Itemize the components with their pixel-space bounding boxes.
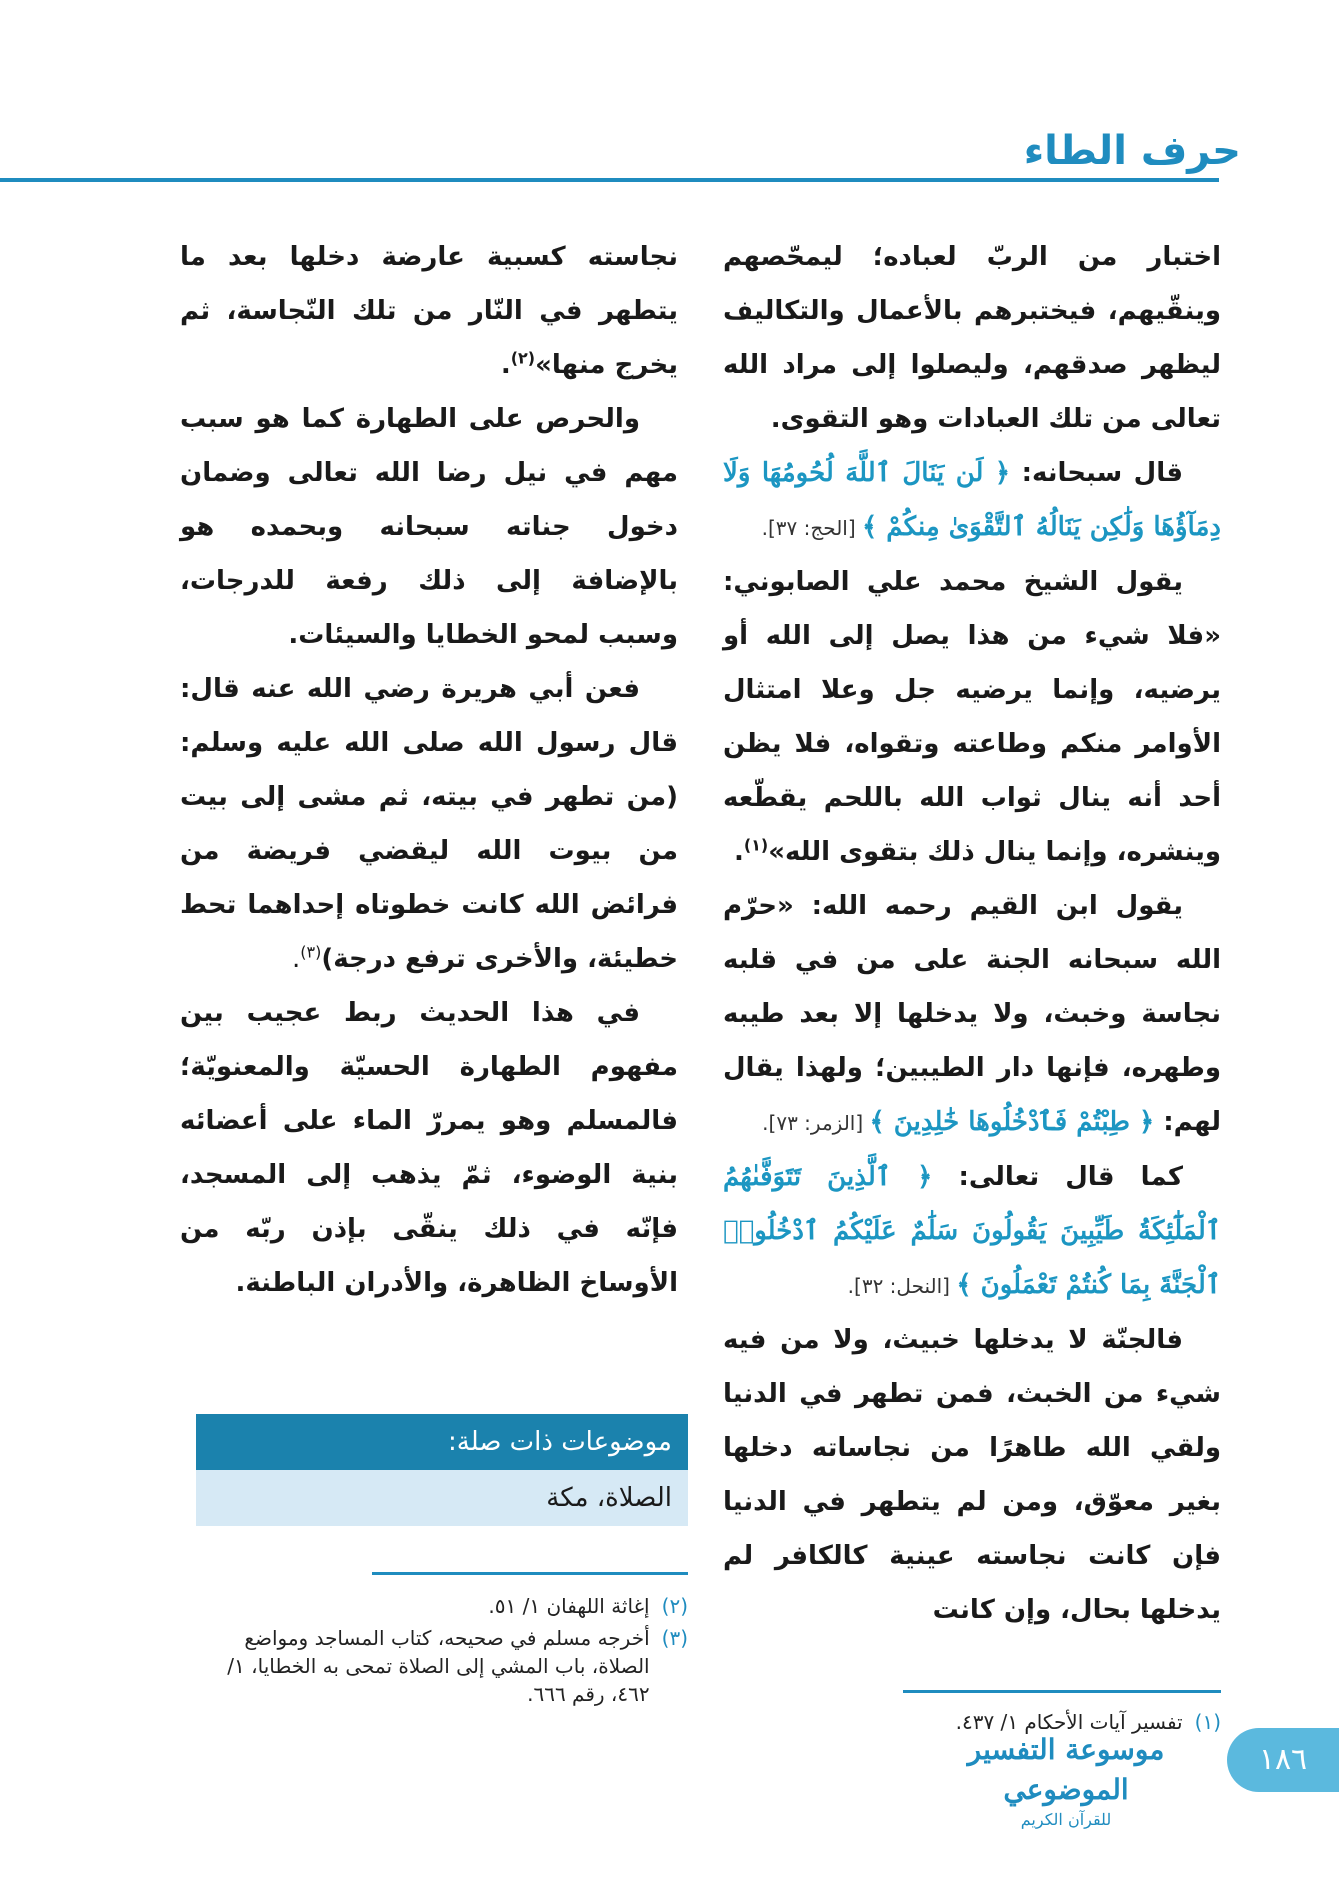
paragraph: فالجنّة لا يدخلها خبيث، ولا من فيه شيء من الخبث، فمن تطهر في الدنيا ولقي الله طاهرًا من نجاساته دخلها بغير معوّق، ومن لم يتطهر في الدنيا فإن كانت نجاسته عينية كالكافر لم يدخلها بحال، وإن كانت (723, 1325, 1221, 1625)
related-topics-heading: موضوعات ذات صلة: (196, 1414, 688, 1470)
paragraph: في هذا الحديث ربط عجيب بين مفهوم الطهارة الحسيّة والمعنويّة؛ فالمسلم وهو يمررّ الماء على أعضائه بنية الوضوء، ثمّ يذهب إلى المسجد، فإنّه في ذلك ينقّى بإذن ربّه من الأوساخ الظاهرة، والأدران الباطنة. (180, 998, 678, 1298)
footnote-text: أخرجه مسلم في صحيحه، كتاب المساجد ومواضع الصلاة، باب المشي إلى الصلاة تمحى به الخطايا، ١/ ٤٦٢، رقم ٦٦٦. (227, 1626, 650, 1706)
chapter-title: حرف الطاء (1023, 128, 1241, 174)
paragraph-text: قال سبحانه: (1010, 458, 1183, 488)
related-topics-box (196, 1414, 688, 1526)
footnote (196, 1624, 688, 1708)
page-number: ١٨٦ (1227, 1728, 1339, 1792)
paragraph: والحرص على الطهارة كما هو سبب مهم في نيل رضا الله تعالى وضمان دخول جناته سبحانه وبحمده هو بالإضافة إلى ذلك رفعة للدرجات، وسبب لمحو الخطايا والسيئات. (180, 404, 678, 650)
paragraph-text: يقول ابن القيم رحمه الله: «حرّم الله سبحانه الجنة على من في قلبه نجاسة وخبث، ولا يدخلها إلا بعد طيبه وطهره، فإنها دار الطيبين؛ ولهذا يقال لهم: (723, 891, 1221, 1137)
footnote-number: (٣) (661, 1626, 688, 1650)
paragraph: اختبار من الربّ لعباده؛ ليمحّصهم وينقّيهم، فيختبرهم بالأعمال والتكاليف ليظهر صدقهم، وليصلوا إلى مراد الله تعالى من تلك العبادات وهو التقوى. (723, 242, 1221, 434)
footnote-text: إغاثة اللهفان ١/ ٥١. (488, 1594, 650, 1618)
paragraph-end: . (733, 837, 744, 867)
footnote-text: تفسير آيات الأحكام ١/ ٤٣٧. (955, 1710, 1183, 1734)
paragraph (723, 879, 1221, 1150)
verse-reference: [النحل: ٣٢]. (847, 1274, 957, 1298)
footnote-marker[interactable]: (٢) (510, 348, 536, 368)
footnote-marker[interactable]: (١) (743, 835, 769, 855)
footnotes-left (196, 1592, 688, 1712)
paragraph-text: فعن أبي هريرة رضي الله عنه قال: قال رسول الله صلى الله عليه وسلم: (180, 674, 678, 758)
footnote-divider (372, 1572, 688, 1575)
footnote-number: (٢) (661, 1594, 688, 1618)
paragraph-text: كما قال تعالى: (932, 1162, 1184, 1192)
encyclopedia-logo (932, 1730, 1200, 1829)
paragraph-end: . (291, 944, 301, 974)
hadith-text: (من تطهر في بيته، ثم مشى إلى بيت من بيوت الله ليقضي فريضة من فرائض الله كانت خطوتاه إحداهما تحط خطيئة، والأخرى ترفع درجة) (180, 782, 678, 974)
header-divider (0, 178, 1219, 182)
right-column (723, 230, 1221, 1637)
footnote (196, 1592, 688, 1620)
paragraph (180, 230, 678, 392)
verse-reference: [الحج: ٣٧]. (761, 516, 863, 540)
left-column (180, 230, 678, 1310)
paragraph (180, 662, 678, 986)
paragraph-end: . (500, 350, 511, 380)
logo-title: موسوعة التفسير الموضوعي (967, 1733, 1165, 1806)
quran-verse: ﴿ لَن يَنَالَ ٱللَّهَ لُحُومُهَا وَلَا دِمَآؤُهَا وَلَٰكِن يَنَالُهُ ٱلتَّقْوَىٰ مِنكُمْ ﴾ (723, 458, 1221, 542)
paragraph-text: يقول الشيخ محمد علي الصابوني: «فلا شيء من هذا يصل إلى الله أو يرضيه، وإنما يرضيه جل وعلا امتثال الأوامر منكم وطاعته وتقواه، فلا يظن أحد أنه ينال ثواب الله باللحم يقطّعه وينشره، وإنما ينال ذلك بتقوى الله» (723, 567, 1221, 867)
paragraph-text: نجاسته كسبية عارضة دخلها بعد ما يتطهر في النّار من تلك النّجاسة، ثم يخرج منها» (180, 242, 678, 380)
footnote-marker[interactable]: (٣) (300, 942, 322, 962)
paragraph (723, 446, 1221, 555)
footnote-divider (903, 1690, 1221, 1693)
quran-verse: ﴿ ٱلَّذِينَ تَتَوَفَّىٰهُمُ ٱلْمَلَٰٓئِكَةُ طَيِّبِينَ يَقُولُونَ سَلَٰمٌ عَلَيْكُمُ ٱدْخُلُوا۟ ٱلْجَنَّةَ بِمَا كُنتُمْ تَعْمَلُونَ ﴾ (723, 1162, 1221, 1300)
paragraph (723, 555, 1221, 879)
logo-subtitle: للقرآن الكريم (1020, 1810, 1112, 1829)
related-topics-links[interactable]: الصلاة، مكة (196, 1470, 688, 1526)
footnote-number: (١) (1194, 1710, 1221, 1734)
verse-reference: [الزمر: ٧٣]. (762, 1111, 870, 1135)
quran-verse: ﴿ طِبْتُمْ فَٱدْخُلُوهَا خَٰلِدِينَ ﴾ (869, 1107, 1155, 1137)
paragraph (723, 1150, 1221, 1313)
